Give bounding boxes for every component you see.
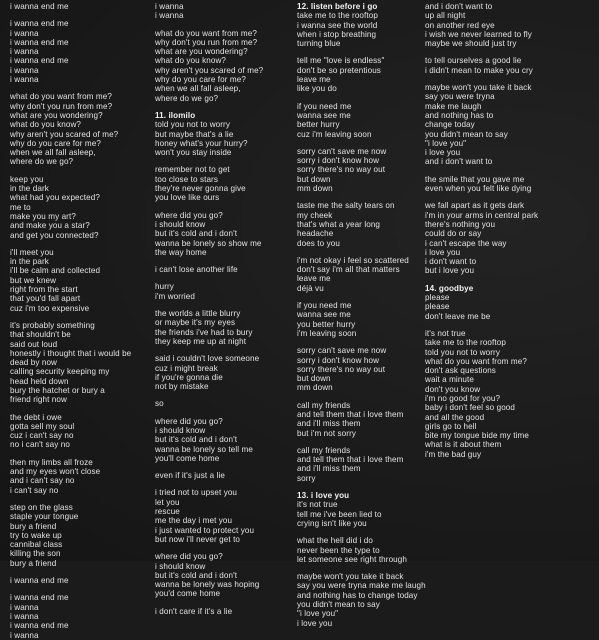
lyric-line: where do we go? [155, 93, 219, 103]
stanza-gap [297, 139, 427, 147]
lyric-line: headache [297, 229, 334, 239]
lyrics-column-3 [297, 2, 427, 628]
lyric-line: sorry can't save me now [297, 146, 387, 156]
lyric-line: but i'm not sorry [297, 428, 357, 438]
lyric-line: sorry there's no way out [297, 165, 386, 175]
lyric-line: even when you felt like dying [425, 184, 532, 194]
lyric-line: where did you go? [155, 552, 223, 562]
lyric-line: the friends i've had to bury [155, 327, 253, 337]
lyric-line: wait a minute [425, 375, 474, 385]
lyric-line: it's not true [425, 328, 466, 338]
lyric-line: i wanna [10, 630, 39, 640]
lyric-line: i'm not okay i feel so scattered [297, 255, 409, 265]
lyric-line: you didn't mean to say [297, 600, 380, 610]
stanza-gap [155, 21, 295, 29]
lyric-line: too close to stars [155, 174, 218, 184]
lyric-line: say you were tryna [425, 92, 495, 102]
lyric-line: but it's cold and i don't [155, 229, 238, 239]
stanza-gap [297, 94, 427, 102]
lyric-line: change today [425, 120, 475, 130]
lyric-line: why aren't you scared of me? [10, 129, 119, 139]
lyric-line: tell me i've been lied to [297, 509, 382, 519]
stanza-gap [155, 103, 295, 111]
lyric-line: i wanna [10, 28, 39, 38]
lyric-line: and i don't want to [425, 2, 493, 11]
stanza-gap [425, 48, 595, 56]
lyric-line: won't you stay inside [155, 148, 232, 158]
lyric-line: gotta sell my soul [10, 421, 75, 431]
stanza-gap [425, 167, 595, 175]
lyric-line: the smile that you gave me [425, 174, 525, 184]
lyric-line: that shouldn't be [10, 330, 71, 340]
lyric-line: i love you [425, 148, 461, 158]
lyric-line: you'd come home [155, 589, 221, 599]
lyric-line: say you were tryna make me laugh [297, 581, 426, 591]
lyric-line: you better hurry [297, 319, 356, 329]
lyric-line: don't be so pretentious [297, 65, 381, 75]
stanza-gap [10, 240, 152, 248]
lyric-line: to tell ourselves a good lie [425, 56, 522, 66]
lyrics-column-1 [10, 2, 152, 640]
lyric-line: what had you expected? [10, 193, 100, 203]
lyric-line: honey what's your hurry? [155, 138, 248, 148]
lyric-line: i wanna end me [10, 576, 69, 586]
lyric-line: sorry i don't know how [297, 156, 380, 166]
stanza-gap [155, 257, 295, 265]
lyric-line: me the day i met you [155, 516, 233, 526]
lyric-line: i can't say no [10, 485, 59, 495]
lyric-line: i didn't mean to make you cry [425, 65, 533, 75]
lyric-line: wanna be lonely so show me [155, 238, 262, 248]
lyric-line: maybe won't you take it back [425, 83, 532, 93]
stanza-gap [155, 480, 295, 488]
lyric-line: head held down [10, 376, 69, 386]
lyric-line: honestly i thought that i would be [10, 348, 132, 358]
lyric-line: told you not to worry [155, 120, 230, 130]
lyric-line: dead by now [10, 358, 57, 368]
lyric-line: let you [155, 497, 180, 507]
lyric-line: wanna see me [297, 110, 351, 120]
lyric-line: turning blue [297, 39, 341, 49]
lyric-line: i wanna [10, 47, 39, 57]
song-title: 12. listen before i go [297, 2, 378, 11]
stanza-gap [297, 48, 427, 56]
lyric-line: but we knew [10, 275, 57, 285]
lyric-line: and get you connected? [10, 230, 99, 240]
lyric-line: or maybe it's my eyes [155, 318, 236, 328]
lyric-line: wanna be lonely so tell me [155, 444, 253, 454]
lyric-line: i wanna end me [10, 19, 69, 29]
stanza-gap [155, 599, 295, 607]
lyric-line: i tried not to upset you [155, 488, 238, 498]
stanza-gap [297, 483, 427, 491]
lyric-line: better hurry [297, 120, 340, 130]
lyric-line: i don't want to [425, 257, 477, 267]
stanza-gap [425, 276, 595, 284]
lyric-line: that you'd fall apart [10, 294, 81, 304]
lyric-line: sorry there's no way out [297, 364, 386, 374]
lyric-line: i wanna end me [10, 621, 69, 631]
lyric-line: hurry [155, 282, 174, 292]
lyric-line: so [155, 399, 164, 409]
lyric-line: what the hell did i do [297, 536, 373, 546]
stanza-gap [155, 274, 295, 282]
stanza-gap [155, 301, 295, 309]
lyric-line: bite my tongue bide my time [425, 431, 529, 441]
lyric-line: try to wake up [10, 530, 62, 540]
lyric-line: not by mistake [155, 382, 209, 392]
lyric-line: bury a friend [10, 558, 57, 568]
lyric-line: i wanna [10, 611, 39, 621]
lyric-line: and i can't say no [10, 476, 75, 486]
stanza-gap [297, 564, 427, 572]
lyric-line: why don't you run from me? [155, 37, 258, 47]
lyric-line: wanna be lonely was hoping [155, 580, 260, 590]
lyric-line: i wanna end me [10, 37, 69, 47]
stanza-gap [155, 391, 295, 399]
lyric-line: the way home [155, 247, 207, 257]
lyric-line: leave me [297, 75, 331, 85]
lyric-line: and nothing has to [425, 110, 494, 120]
stanza-gap [297, 248, 427, 256]
lyric-line: remember not to get [155, 165, 230, 175]
lyric-line: no i can't say no [10, 440, 70, 450]
stanza-gap [155, 409, 295, 417]
stanza-gap [425, 321, 595, 329]
lyric-line: the debt i owe [10, 412, 62, 422]
lyric-line: i should know [155, 425, 206, 435]
lyric-line: crying isn't like you [297, 518, 367, 528]
lyric-line: keep you [10, 174, 44, 184]
stanza-gap [10, 585, 152, 593]
lyric-line: don't say i'm all that matters [297, 265, 400, 275]
lyric-line: and make you a star? [10, 221, 90, 231]
lyric-line: i should know [155, 219, 206, 229]
lyric-line: and nothing has to change today [297, 590, 418, 600]
lyric-line: step on the glass [10, 502, 73, 512]
stanza-gap [297, 293, 427, 301]
lyric-line: taste me the salty tears on [297, 201, 395, 211]
lyric-line: in the park [10, 257, 49, 267]
lyric-line: rescue [155, 507, 180, 517]
lyric-line: i can't escape the way [425, 238, 507, 248]
lyric-line: they keep me up at night [155, 336, 247, 346]
lyric-line: said i couldn't love someone [155, 354, 260, 364]
lyric-line: i just wanted to protect you [155, 525, 255, 535]
lyric-line: what do you want from me? [10, 92, 112, 102]
lyric-line: could do or say [425, 229, 482, 239]
lyric-line: but it's cold and i don't [155, 570, 238, 580]
lyric-line: but down [297, 374, 331, 384]
lyric-line: but it's cold and i don't [155, 435, 238, 445]
song-title: 13. i love you [297, 491, 350, 501]
lyric-line: even if it's just a lie [155, 471, 225, 481]
lyric-line: and i don't want to [425, 157, 493, 167]
stanza-gap [155, 203, 295, 211]
stanza-gap [297, 528, 427, 536]
lyric-line: make me laugh [425, 101, 482, 111]
lyric-line: friend right now [10, 395, 67, 405]
lyric-line: but down [297, 174, 331, 184]
song-title: 14. goodbye [425, 283, 474, 293]
lyric-line: you didn't mean to say [425, 129, 508, 139]
lyric-line: bury the hatchet or bury a [10, 385, 105, 395]
lyric-line: and i'll miss them [297, 464, 361, 474]
lyric-line: i don't care if it's a lie [155, 606, 233, 616]
lyric-line: why don't you run from me? [10, 101, 113, 111]
lyric-line: what are you wondering? [155, 47, 248, 57]
lyric-line: take me to the rooftop [297, 11, 378, 21]
lyric-line: i wish we never learned to fly [425, 29, 532, 39]
lyric-line: please [425, 302, 450, 312]
lyric-line: what do you know? [10, 120, 81, 130]
stanza-gap [10, 495, 152, 503]
lyric-line: my cheek [297, 210, 333, 220]
lyric-line: right from the start [10, 285, 78, 295]
lyric-line: i wanna end me [10, 56, 69, 66]
lyric-line: why do you care for me? [10, 138, 101, 148]
lyric-line: said out loud [10, 339, 58, 349]
lyric-line: i'll meet you [10, 247, 54, 257]
lyric-line: take me to the rooftop [425, 338, 506, 348]
stanza-gap [155, 346, 295, 354]
lyric-line: it's not true [297, 500, 338, 510]
lyric-line: let someone see right through [297, 554, 407, 564]
lyric-line: where do we go? [10, 157, 74, 167]
lyric-line: i'm no good for you? [425, 393, 501, 403]
lyric-line: if you need me [297, 301, 352, 311]
lyric-line: they're never gonna give [155, 184, 246, 194]
lyric-line: what is it about them [425, 440, 502, 450]
lyric-line: why aren't you scared of me? [155, 65, 264, 75]
lyrics-column-2 [155, 2, 295, 616]
lyric-line: the worlds a little blurry [155, 309, 241, 319]
lyric-line: i'll be calm and collected [10, 266, 101, 276]
lyric-line: does to you [297, 238, 340, 248]
lyric-line: wanna see me [297, 310, 351, 320]
lyric-line: call my friends [297, 400, 351, 410]
lyric-line: when i stop breathing [297, 29, 377, 39]
lyric-line: but i love you [425, 266, 475, 276]
stanza-gap [10, 568, 152, 576]
lyric-line: that's what a year long [297, 219, 381, 229]
lyric-line: if you're gonna die [155, 372, 223, 382]
lyric-line: there's nothing you [425, 219, 496, 229]
lyric-line: but now i'll never get to [155, 534, 241, 544]
lyric-line: sorry [297, 473, 316, 483]
lyric-line: i wanna [10, 75, 39, 85]
lyric-line: "i love you" [297, 609, 339, 619]
lyric-line: déjà vu [297, 283, 324, 293]
lyric-line: and all the good [425, 412, 485, 422]
lyric-line: staple your tongue [10, 512, 79, 522]
lyric-line: and i'll miss them [297, 419, 361, 429]
lyric-line: girls go to hell [425, 421, 477, 431]
lyric-line: you'll come home [155, 453, 220, 463]
lyric-line: but maybe that's a lie [155, 129, 234, 139]
lyrics-column-4 [425, 2, 595, 561]
stanza-gap [10, 313, 152, 321]
lyric-line: "i love you" [425, 138, 467, 148]
lyric-line: i wanna [10, 602, 39, 612]
lyric-line: maybe we should just try [425, 39, 517, 49]
stanza-gap [10, 84, 152, 92]
lyric-line: i wanna see the world [297, 20, 378, 30]
lyric-line: cannibal class [10, 540, 63, 550]
lyric-line: on another red eye [425, 20, 495, 30]
stanza-gap [425, 75, 595, 83]
lyric-line: where did you go? [155, 210, 223, 220]
stanza-gap [155, 463, 295, 471]
lyric-line: then my limbs all froze [10, 457, 93, 467]
lyric-line: and tell them that i love them [297, 409, 404, 419]
lyric-line: what do you want from me? [155, 28, 257, 38]
stanza-gap [425, 193, 595, 201]
lyric-line: i wanna [155, 11, 184, 21]
lyric-line: sorry can't save me now [297, 346, 387, 356]
stanza-gap [10, 405, 152, 413]
lyric-line: what do you want from me? [425, 356, 527, 366]
lyric-line: maybe won't you take it back [297, 572, 404, 582]
lyric-line: baby i don't feel so good [425, 403, 515, 413]
stanza-gap [297, 338, 427, 346]
lyric-line: call my friends [297, 445, 351, 455]
lyric-line: i wanna end me [10, 2, 69, 11]
lyric-line: told you not to worry [425, 347, 500, 357]
song-title: 11. ilomilo [155, 110, 196, 120]
lyric-line: i wanna [10, 65, 39, 75]
lyric-line: cuz i can't say no [10, 431, 74, 441]
lyric-line: don't leave me be [425, 311, 491, 321]
lyric-line: i love you [425, 247, 461, 257]
lyric-line: in the dark [10, 184, 49, 194]
stanza-gap [155, 157, 295, 165]
lyric-line: please [425, 293, 450, 303]
stanza-gap [297, 193, 427, 201]
lyric-line: mm down [297, 184, 333, 194]
lyric-line: me to [10, 202, 31, 212]
stanza-gap [10, 450, 152, 458]
lyric-line: we fall apart as it gets dark [425, 201, 525, 211]
lyric-line: never been the type to [297, 545, 380, 555]
lyric-line: cuz i'm leaving soon [297, 129, 372, 139]
lyric-line: i can't lose another life [155, 265, 238, 275]
lyric-line: what do you know? [155, 56, 226, 66]
lyric-line: and tell them that i love them [297, 455, 404, 465]
lyric-line: mm down [297, 383, 333, 393]
lyric-line: leave me [297, 274, 331, 284]
lyric-line: and my eyes won't close [10, 467, 101, 477]
lyric-line: up all night [425, 11, 466, 21]
lyric-line: i wanna end me [10, 593, 69, 603]
lyric-line: sorry i don't know how [297, 355, 380, 365]
lyric-line: calling security keeping my [10, 367, 110, 377]
lyric-line: i'm worried [155, 291, 195, 301]
lyric-line: why do you care for me? [155, 75, 246, 85]
lyric-line: i'm leaving soon [297, 328, 357, 338]
lyric-line: i'm in your arms in central park [425, 210, 539, 220]
lyric-line: where did you go? [155, 416, 223, 426]
stanza-gap [297, 393, 427, 401]
lyric-line: don't you know [425, 384, 481, 394]
lyric-line: like you do [297, 84, 337, 94]
lyric-line: i wanna [155, 2, 184, 11]
lyric-line: bury a friend [10, 521, 57, 531]
lyric-line: i love you [297, 618, 333, 628]
lyric-line: i should know [155, 561, 206, 571]
stanza-gap [155, 544, 295, 552]
lyric-line: if you need me [297, 101, 352, 111]
lyric-line: i'm the bad guy [425, 449, 482, 459]
stanza-gap [10, 167, 152, 175]
lyric-line: cuz i might break [155, 363, 218, 373]
lyric-line: it's probably something [10, 320, 95, 330]
lyric-line: killing the son [10, 549, 61, 559]
lyric-line: tell me "love is endless" [297, 56, 385, 66]
lyric-line: make you my art? [10, 211, 76, 221]
lyric-line: what are you wondering? [10, 110, 103, 120]
lyric-line: cuz i'm too expensive [10, 303, 90, 313]
stanza-gap [10, 11, 152, 19]
lyric-line: when we all fall asleep, [155, 84, 241, 94]
lyric-line: don't ask questions [425, 366, 496, 376]
lyric-line: when we all fall asleep, [10, 148, 96, 158]
lyric-line: you love like ours [155, 193, 220, 203]
stanza-gap [297, 438, 427, 446]
